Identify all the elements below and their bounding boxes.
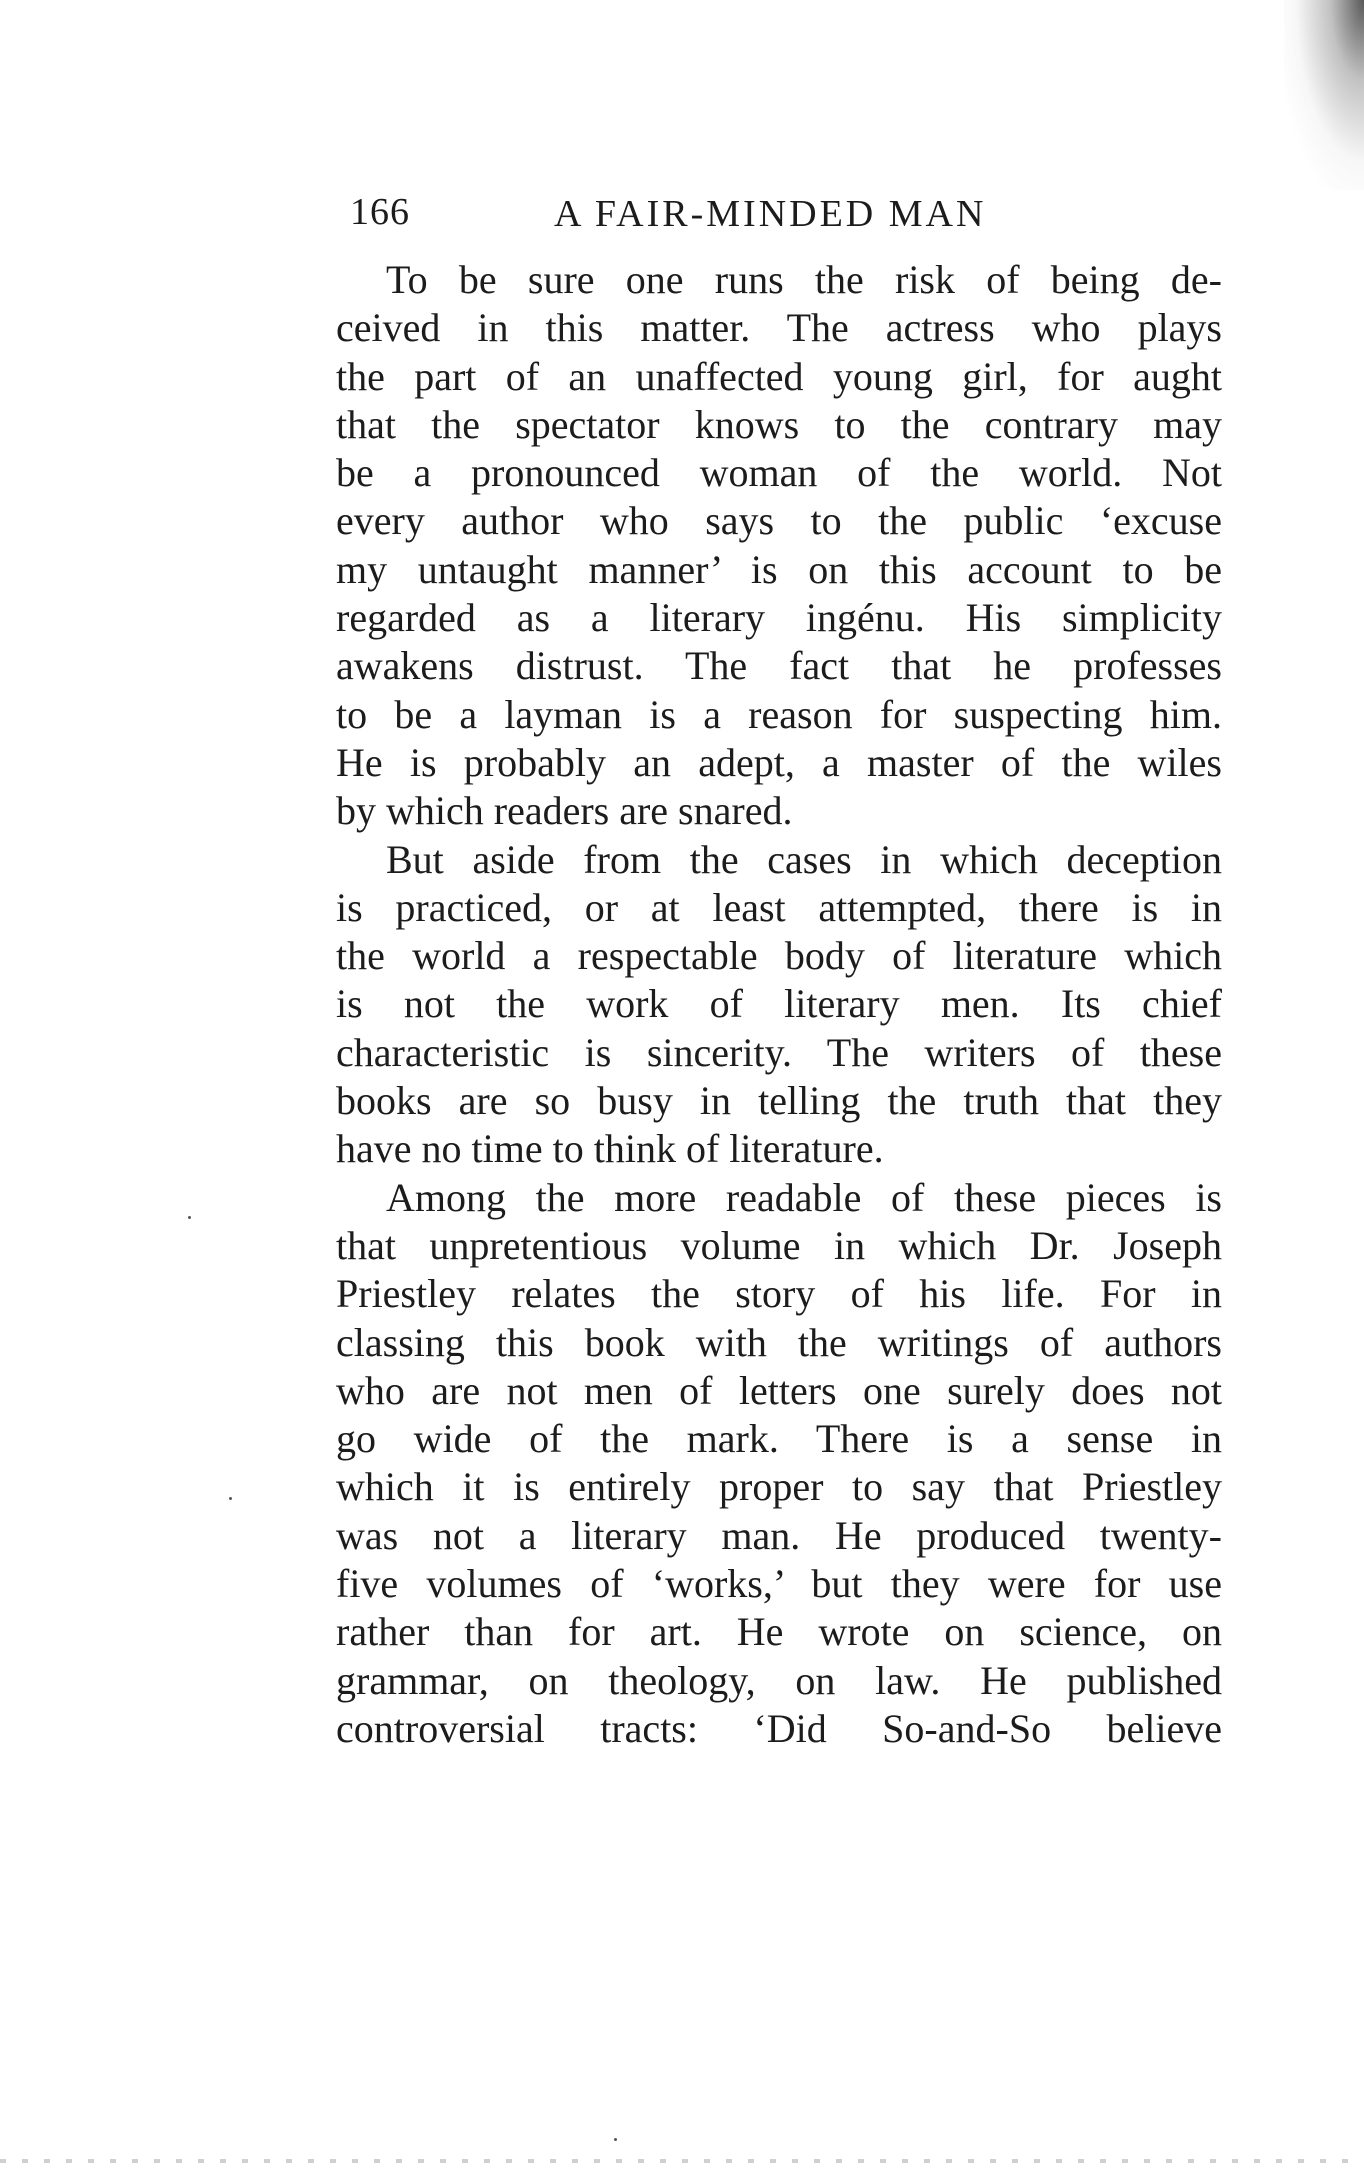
scan-speck: [229, 1497, 232, 1500]
text-line: grammar, on theology, on law. He published: [336, 1657, 1222, 1703]
paragraph: [336, 256, 1222, 836]
text-line: five volumes of ‘works,’ but they were for use: [336, 1561, 1222, 1607]
scan-corner-shadow: [1284, 0, 1364, 190]
text-line: every author who says to the public ‘excuse: [336, 498, 1222, 544]
text-line: my untaught manner’ is on this account to be: [336, 546, 1222, 592]
text-line: that unpretentious volume in which Dr. Joseph: [336, 1222, 1222, 1268]
text-line: which it is entirely proper to say that Priestley: [336, 1464, 1222, 1510]
text-line: was not a literary man. He produced twenty-: [336, 1512, 1222, 1558]
text-line: Priestley relates the story of his life. For in: [336, 1271, 1222, 1317]
text-line: be a pronounced woman of the world. Not: [336, 450, 1222, 496]
body-text: [336, 256, 1222, 1753]
text-line: ceived in this matter. The actress who plays: [336, 305, 1222, 351]
text-line: to be a layman is a reason for suspecting him.: [336, 691, 1222, 737]
text-line: the part of an unaffected young girl, for aught: [336, 353, 1222, 399]
text-line: have no time to think of literature.: [336, 1126, 884, 1172]
text-line: classing this book with the writings of authors: [336, 1319, 1222, 1365]
scan-bottom-edge: [0, 2159, 1364, 2163]
page-header: [344, 180, 1220, 250]
text-line: regarded as a literary ingénu. His simplicity: [336, 595, 1222, 641]
text-line: go wide of the mark. There is a sense in: [336, 1416, 1222, 1462]
paragraph: [336, 1174, 1222, 1754]
running-title: A FAIR-MINDED MAN: [554, 193, 987, 235]
text-line: by which readers are snared.: [336, 788, 793, 834]
text-line: the world a respectable body of literature which: [336, 933, 1222, 979]
text-line: characteristic is sincerity. The writers of these: [336, 1029, 1222, 1075]
text-line: that the spectator knows to the contrary may: [336, 401, 1222, 447]
text-line: rather than for art. He wrote on science, on: [336, 1609, 1222, 1655]
page-number: 166: [350, 191, 410, 233]
text-line: But aside from the cases in which deception: [386, 836, 1222, 882]
text-line: is not the work of literary men. Its chief: [336, 981, 1222, 1027]
text-line: controversial tracts: ‘Did So-and-So believe: [336, 1705, 1222, 1751]
text-line: He is probably an adept, a master of the wiles: [336, 739, 1222, 785]
scan-speck: [614, 2138, 617, 2141]
text-line: To be sure one runs the risk of being de-: [386, 257, 1222, 302]
text-line: Among the more readable of these pieces is: [386, 1174, 1222, 1220]
text-line: is practiced, or at least attempted, there is in: [336, 884, 1222, 930]
paragraph: [336, 836, 1222, 1174]
text-line: who are not men of letters one surely does not: [336, 1367, 1222, 1413]
scan-speck: [188, 1216, 191, 1219]
text-line: books are so busy in telling the truth that they: [336, 1078, 1222, 1124]
text-line: awakens distrust. The fact that he professes: [336, 643, 1222, 689]
